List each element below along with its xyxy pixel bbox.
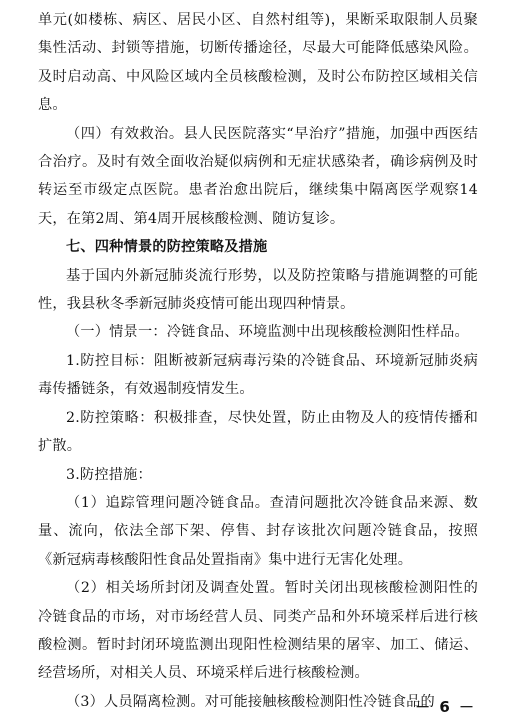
paragraph-measure-1: （1）追踪管理问题冷链食品。查清问题批次冷链食品来源、数量、流向，依法全部下架、停售、封存该批次问题冷链食品，按照《新冠病毒核酸阳性食品处置指南》集中进行无害化处理。 [38,494,478,568]
paragraph-measure-3: （3）人员隔离检测。对可能接触核酸检测阳性冷链食品的 [66,693,435,710]
paragraph-scenario-one: （一）情景一：冷链食品、环境监测中出现核酸检测阳性样品。 [66,324,469,341]
paragraph-effective-treatment: （四）有效救治。县人民医院落实“早治疗”措施，加强中西医结合治疗。及时有效全面收治疑似病例和无症状感染者，确诊病例及时转运至市级定点医院。患者治愈出院后，继续集中隔离医学观察14天，在第2周、第4周开展核酸检测、随访复诊。 [38,125,478,227]
document-body [38,6,478,716]
paragraph-measure-2: （2）相关场所封闭及调查处置。暂时关闭出现核酸检测阳性的冷链食品的市场，对市场经营人员、同类产品和外环境采样后进行核酸检测。暂时封闭环境监测出现阳性检测结果的屠宰、加工、储运、经营场所，对相关人员、环境采样后进行核酸检测。 [38,580,478,682]
paragraph-continuation: 单元(如楼栋、病区、居民小区、自然村组等)，果断采取限制人员聚集性活动、封锁等措施，切断传播途径，尽最大可能降低感染风险。及时启动高、中风险区域内全员核酸检测，及时公布防控区域相关信息。 [38,12,478,114]
section-heading-four-scenarios: 七、四种情景的防控策略及措施 [66,239,268,256]
paragraph-prevention-strategy: 2.防控策略：积极排查，尽快处置，防止由物及人的疫情传播和扩散。 [38,409,478,455]
paragraph-prevention-measures: 3.防控措施： [66,466,152,483]
paragraph-scenarios-intro: 基于国内外新冠肺炎流行形势，以及防控策略与措施调整的可能性，我县秋冬季新冠肺炎疫情可能出现四种情景。 [38,267,478,313]
paragraph-prevention-goal: 1.防控目标：阻断被新冠病毒污染的冷链食品、环境新冠肺炎病毒传播链条，有效遏制疫情发生。 [38,352,478,398]
page-number: － 6 － [415,698,476,716]
